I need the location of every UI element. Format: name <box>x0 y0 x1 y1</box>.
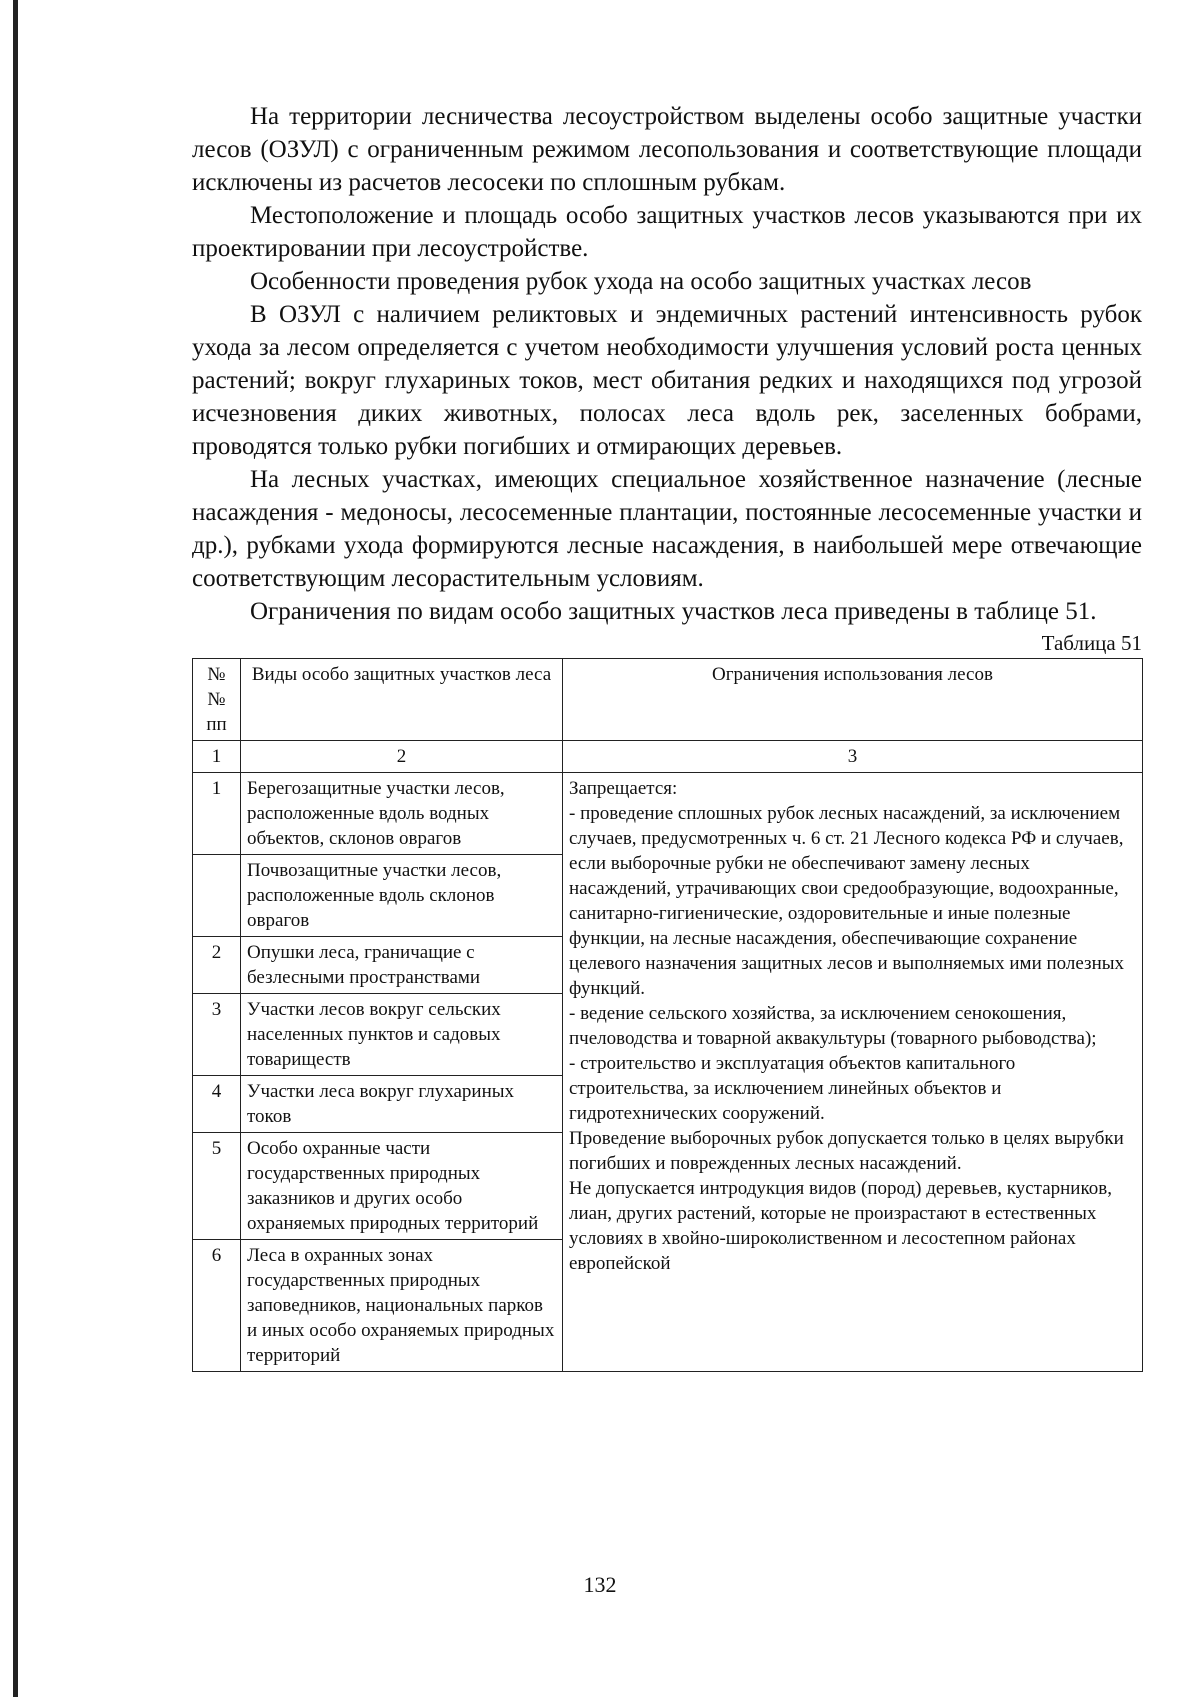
header-number-line2: № <box>207 689 226 710</box>
restrictions-cell <box>563 773 1143 1372</box>
restriction-text: Не допускается интродукция видов (пород) деревьев, кустарников, лиан, других растений, которые не произрастают в естественных условиях в хвойно-широколиственном и лесостепном районах европейской <box>569 1178 1112 1274</box>
section-heading: Особенности проведения рубок ухода на особо защитных участках лесов <box>250 268 1032 295</box>
paragraph-ozul-intro: На территории лесничества лесоустройством выделены особо защитные участки лесов (ОЗУЛ) с ограниченным режимом лесопользования и соответствующие площади исключены из расчетов лесосеки по сплошным рубкам. <box>192 103 1142 196</box>
header-number-line3: пп <box>206 714 227 735</box>
row-number: 1 <box>193 773 241 855</box>
row-number: 4 <box>193 1076 241 1133</box>
scan-edge-line <box>13 0 18 1697</box>
restriction-text: - проведение сплошных рубок лесных насаждений, за исключением случаев, предусмотренных ч. 6 ст. 21 Лесного кодекса РФ и случаев, если выборочные рубки не обеспечивают замену лесных насаждений, утрачивающих свои средообразующие, водоохранные, санитарно-гигиенические, оздоровительные и иные полезные функции, на лесные насаждения, обеспечивающие сохранение целевого назначения защитных лесов и выполняемых ими полезных функций. <box>569 803 1124 999</box>
restriction-text: - строительство и эксплуатация объектов капитального строительства, за исключением линейных объектов и гидротехнических сооружений. <box>569 1053 1016 1124</box>
row-type: Почвозащитные участки лесов, расположенные вдоль склонов оврагов <box>241 855 563 937</box>
paragraph-relict-plants: В ОЗУЛ с наличием реликтовых и эндемичных растений интенсивность рубок ухода за лесом определяется с учетом необходимости улучшения условий роста ценных растений; вокруг глухариных токов, мест обитания редких и находящихся под угрозой исчезновения диких животных, полосах леса вдоль рек, заселенных бобрами, проводятся только рубки погибших и отмирающих деревьев. <box>192 301 1142 460</box>
restriction-text: Проведение выборочных рубок допускается только в целях вырубки погибших и поврежденных лесных насаждений. <box>569 1128 1124 1174</box>
table-row <box>193 773 1143 855</box>
row-number: 5 <box>193 1133 241 1240</box>
row-number: 6 <box>193 1240 241 1372</box>
paragraph-location: Местоположение и площадь особо защитных участков лесов указываются при их проектировании при лесоустройстве. <box>192 202 1142 262</box>
paragraph-special-purpose: На лесных участках, имеющих специальное хозяйственное назначение (лесные насаждения - медоносы, лесосеменные плантации, постоянные лесосеменные участки и др.), рубками ухода формируются лесные насаждения, в наибольшей мере отвечающие соответствующим лесорастительным условиям. <box>192 466 1142 592</box>
page-body <box>192 100 1142 1372</box>
restrictions-table <box>192 658 1143 1372</box>
row-number: 3 <box>193 994 241 1076</box>
restriction-text: Запрещается: <box>569 778 678 799</box>
row-type: Берегозащитные участки лесов, расположенные вдоль водных объектов, склонов оврагов <box>241 773 563 855</box>
paragraph-table-reference: Ограничения по видам особо защитных участков леса приведены в таблице 51. <box>250 598 1097 625</box>
column-number-row <box>193 741 1143 773</box>
row-type: Участки лесов вокруг сельских населенных пунктов и садовых товариществ <box>241 994 563 1076</box>
header-number <box>193 659 241 741</box>
column-number: 1 <box>193 741 241 773</box>
row-type: Опушки леса, граничащие с безлесными пространствами <box>241 937 563 994</box>
row-type: Леса в охранных зонах государственных природных заповедников, национальных парков и иных особо охраняемых природных территорий <box>241 1240 563 1372</box>
restriction-text: - ведение сельского хозяйства, за исключением сенокошения, пчеловодства и товарной аквакультуры (товарного рыбоводства); <box>569 1003 1097 1049</box>
row-number <box>193 855 241 937</box>
header-number-line1: № <box>207 664 226 685</box>
table-caption: Таблица 51 <box>1041 631 1142 655</box>
column-number: 3 <box>563 741 1143 773</box>
page-number: 132 <box>583 1572 617 1597</box>
row-number: 2 <box>193 937 241 994</box>
column-number: 2 <box>241 741 563 773</box>
header-types: Виды особо защитных участков леса <box>241 659 563 741</box>
header-restrictions: Ограничения использования лесов <box>563 659 1143 741</box>
row-type: Особо охранные части государственных природных заказников и других особо охраняемых природных территорий <box>241 1133 563 1240</box>
table-header-row <box>193 659 1143 741</box>
row-type: Участки леса вокруг глухариных токов <box>241 1076 563 1133</box>
